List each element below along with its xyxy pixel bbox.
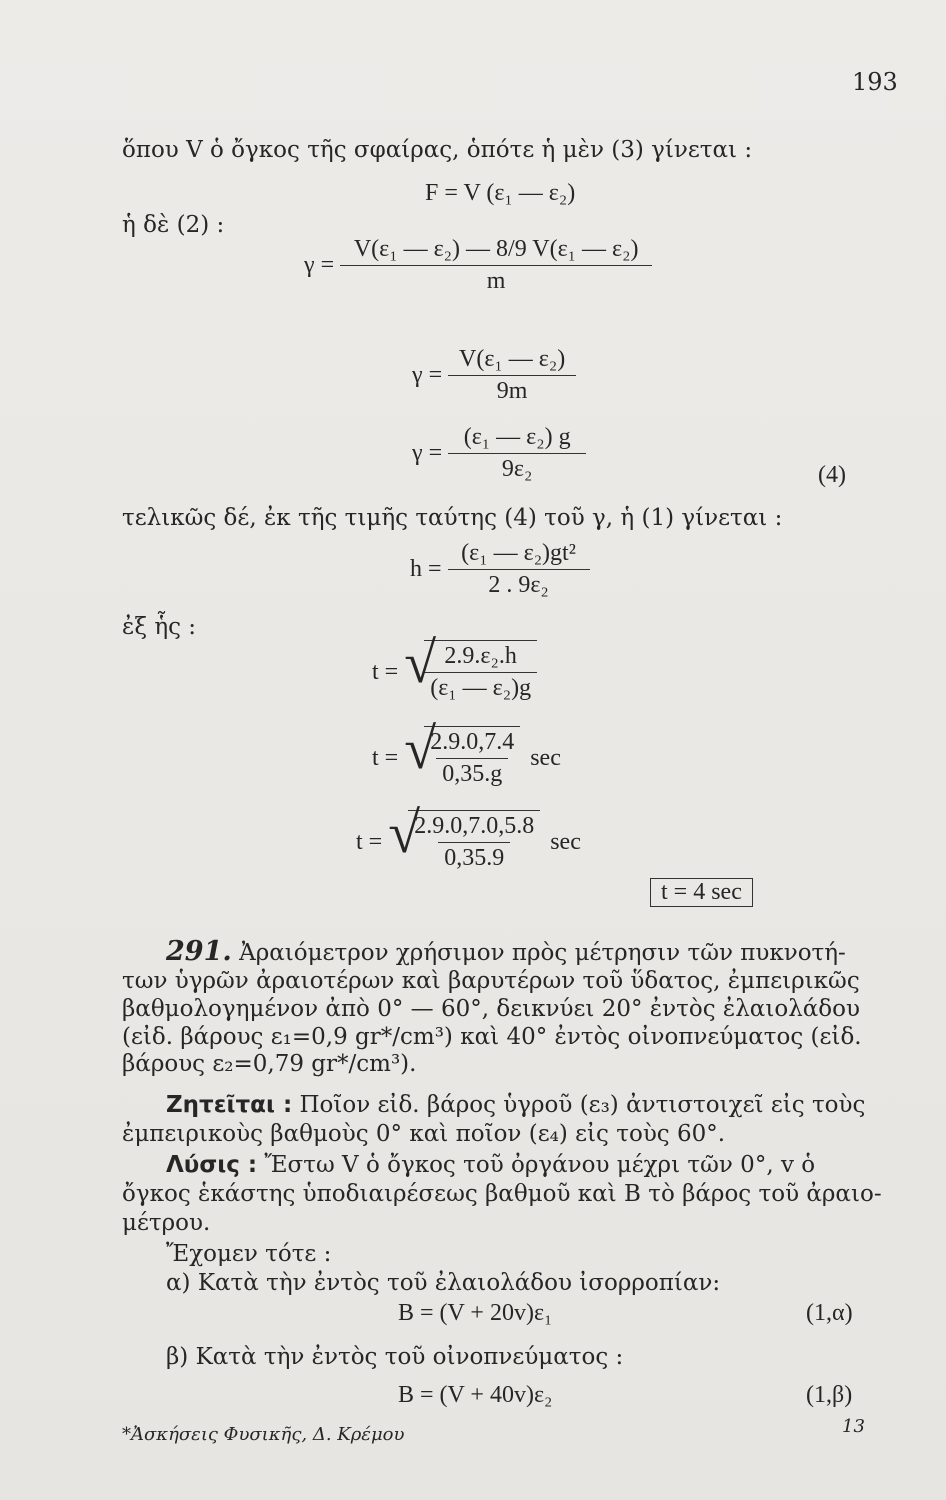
ex-hs-label: ἐξ ἧς : <box>122 614 197 640</box>
h-fraction <box>448 540 590 599</box>
problem-line-1: Ἀραιόμετρον χρήσιμον πρὸς μέτρησιν τῶν πυκνοτή- <box>239 940 846 966</box>
equation-F: F = V (ε₁ — ε₂) <box>425 180 576 206</box>
zhteitai-label: Ζητεῖται : <box>166 1092 293 1118</box>
h-equation <box>410 540 590 599</box>
t1-fraction <box>424 643 537 702</box>
t2-unit: sec <box>530 745 561 771</box>
gamma1-numerator: V(ε₁ — ε₂) — 8/9 V(ε₁ — ε₂) <box>353 236 639 262</box>
lysis-text-1: Ἔστω V ὁ ὄγκος τοῦ ὀργάνου μέχρι τῶν 0°, v ὁ <box>264 1152 816 1178</box>
t-result-box: t = 4 sec <box>650 878 753 907</box>
gamma3-lhs: γ = <box>412 440 443 466</box>
zhteitai-line-2: ἐμπειρικοὺς βαθμοὺς 0° καὶ ποῖον (ε₄) εἰς τοὺς 60°. <box>122 1121 726 1147</box>
sqrt-icon: √ <box>404 716 437 781</box>
gamma3-denominator: 9ε₂ <box>448 453 586 483</box>
t3-sqrt <box>388 800 540 872</box>
gamma1-fraction <box>340 236 652 295</box>
page-number: 193 <box>852 68 898 96</box>
gamma-equation-1 <box>304 236 652 295</box>
h-denominator: 2 . 9ε₂ <box>448 569 590 599</box>
t2-sqrt <box>404 716 520 788</box>
t2-fraction <box>424 729 520 788</box>
t3-unit: sec <box>550 829 581 855</box>
zhteitai-line-1 <box>166 1092 865 1120</box>
gamma-equation-3 <box>412 424 586 483</box>
gamma2-fraction <box>448 346 576 405</box>
t2-denominator: 0,35.g <box>436 758 508 788</box>
telikos-line: τελικῶς δέ, ἐκ τῆς τιμῆς ταύτης (4) τοῦ γ, ἡ (1) γίνεται : <box>122 505 783 531</box>
problem-line-3: βαθμολογημένον ἀπὸ 0° — 60°, δεικνύει 20° ἐντὸς ἐλαιολάδου <box>122 995 860 1022</box>
gamma2-lhs: γ = <box>412 362 443 388</box>
case-b-equation: B = (V + 40v)ε₂ <box>398 1382 553 1408</box>
case-a-text: α) Κατὰ τὴν ἐντὸς τοῦ ἐλαιολάδου ἰσορροπίαν: <box>166 1270 721 1296</box>
h-numerator: (ε₁ — ε₂)gt² <box>461 540 576 566</box>
h-lhs: h = <box>410 556 442 582</box>
t1-sqrt <box>404 630 537 702</box>
case-b-text: β) Κατὰ τὴν ἐντὸς τοῦ οἰνοπνεύματος : <box>166 1344 624 1370</box>
t2-lhs: t = <box>372 745 399 771</box>
problem-number: 291. <box>166 936 232 967</box>
gamma1-denominator: m <box>340 265 652 295</box>
t1-denominator: (ε₁ — ε₂)g <box>424 672 537 702</box>
problem-291 <box>122 936 912 1079</box>
problem-line-4: (εἰδ. βάρους ε₁=0,9 gr*/cm³) καὶ 40° ἐντὸς οἰνοπνεύματος (εἰδ. <box>122 1023 862 1050</box>
t3-fraction <box>408 813 540 872</box>
gamma3-numerator: (ε₁ — ε₂) g <box>463 424 571 450</box>
lysis-line-1 <box>166 1152 815 1180</box>
t1-lhs: t = <box>372 659 399 685</box>
problem-line-2: των ὑγρῶν ἀραιοτέρων καὶ βαρυτέρων τοῦ ὕδατος, ἐμπειρικῶς <box>122 968 860 995</box>
de-2-label: ἡ δὲ (2) : <box>122 212 225 238</box>
gamma2-denominator: 9m <box>448 375 576 405</box>
t2-numerator: 2.9.0,7.4 <box>430 729 515 755</box>
lysis-line-3: μέτρου. <box>122 1210 211 1236</box>
t3-denominator: 0,35.9 <box>438 842 510 872</box>
gamma-equation-2 <box>412 346 576 405</box>
t-equation-1 <box>372 630 537 702</box>
lysis-line-2: ὄγκος ἑκάστης ὑποδιαιρέσεως βαθμοῦ καὶ B τὸ βάρος τοῦ ἀραιο- <box>122 1181 882 1207</box>
gamma2-numerator: V(ε₁ — ε₂) <box>459 346 566 372</box>
zhteitai-text-1: Ποῖον εἰδ. βάρος ὑγροῦ (ε₃) ἀντιστοιχεῖ εἰς τοὺς <box>299 1092 866 1118</box>
t1-numerator: 2.9.ε₂.h <box>444 643 517 669</box>
problem-line-5: βάρους ε₂=0,79 gr*/cm³). <box>122 1051 417 1078</box>
sqrt-icon: √ <box>388 800 421 865</box>
exomen-line: Ἔχομεν τότε : <box>166 1241 332 1267</box>
gamma1-lhs: γ = <box>304 252 335 278</box>
footer-signature: 13 <box>842 1416 865 1437</box>
equation-tag-4: (4) <box>818 462 846 488</box>
gamma3-fraction <box>448 424 586 483</box>
case-a-equation: B = (V + 20v)ε₁ <box>398 1300 553 1326</box>
lysis-label: Λύσις : <box>166 1152 258 1178</box>
intro-line: ὅπου V ὁ ὄγκος τῆς σφαίρας, ὁπότε ἡ μὲν (3) γίνεται : <box>122 137 753 163</box>
t3-numerator: 2.9.0,7.0,5.8 <box>414 813 535 839</box>
t-equation-3 <box>356 800 581 872</box>
sqrt-icon: √ <box>404 630 437 695</box>
t3-lhs: t = <box>356 829 383 855</box>
t-equation-2 <box>372 716 561 788</box>
case-b-tag: (1,β) <box>806 1382 853 1408</box>
case-a-tag: (1,α) <box>806 1300 853 1326</box>
footer-source: *Ἀσκήσεις Φυσικῆς, Δ. Κρέμου <box>122 1424 405 1445</box>
